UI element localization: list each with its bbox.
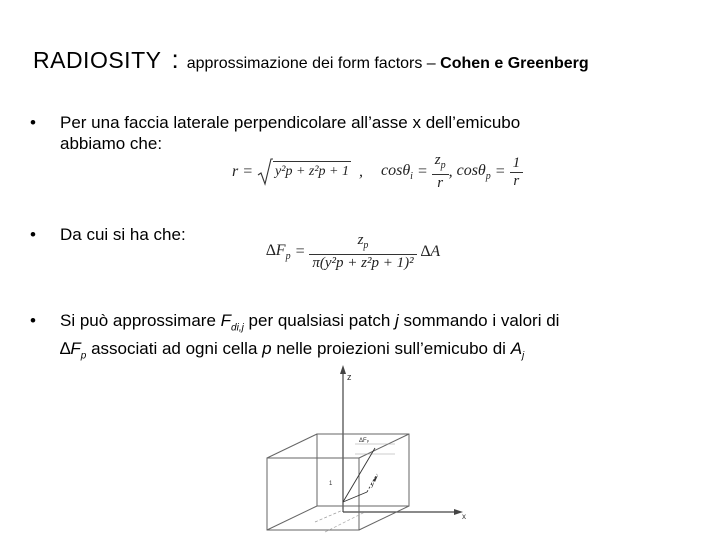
- formula-sep: ,: [358, 163, 363, 180]
- formula2-delta-a: ∆A: [420, 243, 441, 260]
- formula2-lhs: $\Delta F_p$: [266, 241, 291, 263]
- formula-cos-i: cosθ$_i$: [380, 161, 413, 183]
- projection-line-1: [315, 510, 343, 522]
- formula-sqrt-body: y²p + z²p + 1: [273, 161, 351, 179]
- title-subtitle: approssimazione dei form factors –: [186, 55, 436, 72]
- formula-eq-2: =: [494, 163, 506, 180]
- diagram-label-dfp: ΔFp: [359, 438, 369, 444]
- title-authors: Cohen e Greenberg: [440, 55, 589, 72]
- x-axis-label: x: [462, 512, 466, 521]
- bullet-3-line-1: Si può approssimare $F_{di,j}$ per qualsiasi patch j sommando i valori di: [60, 311, 560, 334]
- bullet-marker: •: [30, 311, 36, 330]
- hemicube-box: [267, 434, 409, 530]
- formula-cos-p: cosθ$_p$: [456, 161, 491, 183]
- direction-arrow-icon: [373, 475, 378, 482]
- slide-title: [33, 44, 589, 75]
- z-axis-arrow-icon: [340, 365, 346, 374]
- formula-delta-fp: [266, 232, 440, 272]
- diagram-label-y: y: [371, 482, 374, 488]
- bullet-1-line-2: abbiamo che:: [60, 134, 163, 153]
- bullet-1-line-1: Per una faccia laterale perpendicolare all’asse x dell’emicubo: [60, 113, 521, 132]
- bullet-marker: •: [30, 225, 36, 244]
- hemicube-diagram: [255, 362, 475, 537]
- formula-r-lhs: r =: [232, 163, 254, 180]
- bullet-2-line-1: Da cui si ha che:: [60, 225, 186, 244]
- fraction-zp-over-r: $\frac{z_p}{r}$: [432, 152, 449, 192]
- formula-comma: ,: [448, 163, 453, 180]
- formula2-eq: =: [294, 243, 306, 260]
- formula-eq: =: [416, 163, 428, 180]
- direction-line-2: [343, 492, 367, 502]
- diagram-label-1: 1: [329, 481, 333, 487]
- formula-r-cos: [232, 152, 523, 192]
- fraction-1-over-r: $\frac{1}{r}$: [510, 155, 524, 190]
- title-main: RADIOSITY: [33, 47, 162, 73]
- sqrt-sign-icon: [257, 157, 273, 187]
- z-axis-label: z: [347, 372, 352, 382]
- bullet-marker: •: [30, 113, 36, 132]
- bullet-3-line-2: $\Delta F_p$ associati ad ogni cella p nelle proiezioni sull’emicubo di $A_j$: [60, 339, 525, 362]
- title-separator: :: [171, 44, 179, 74]
- hemicube-cells: [355, 444, 395, 454]
- fraction-zp-over-pi: $\frac{z_p}{\text{π(y²p + z²p + 1)²}}$: [309, 232, 416, 272]
